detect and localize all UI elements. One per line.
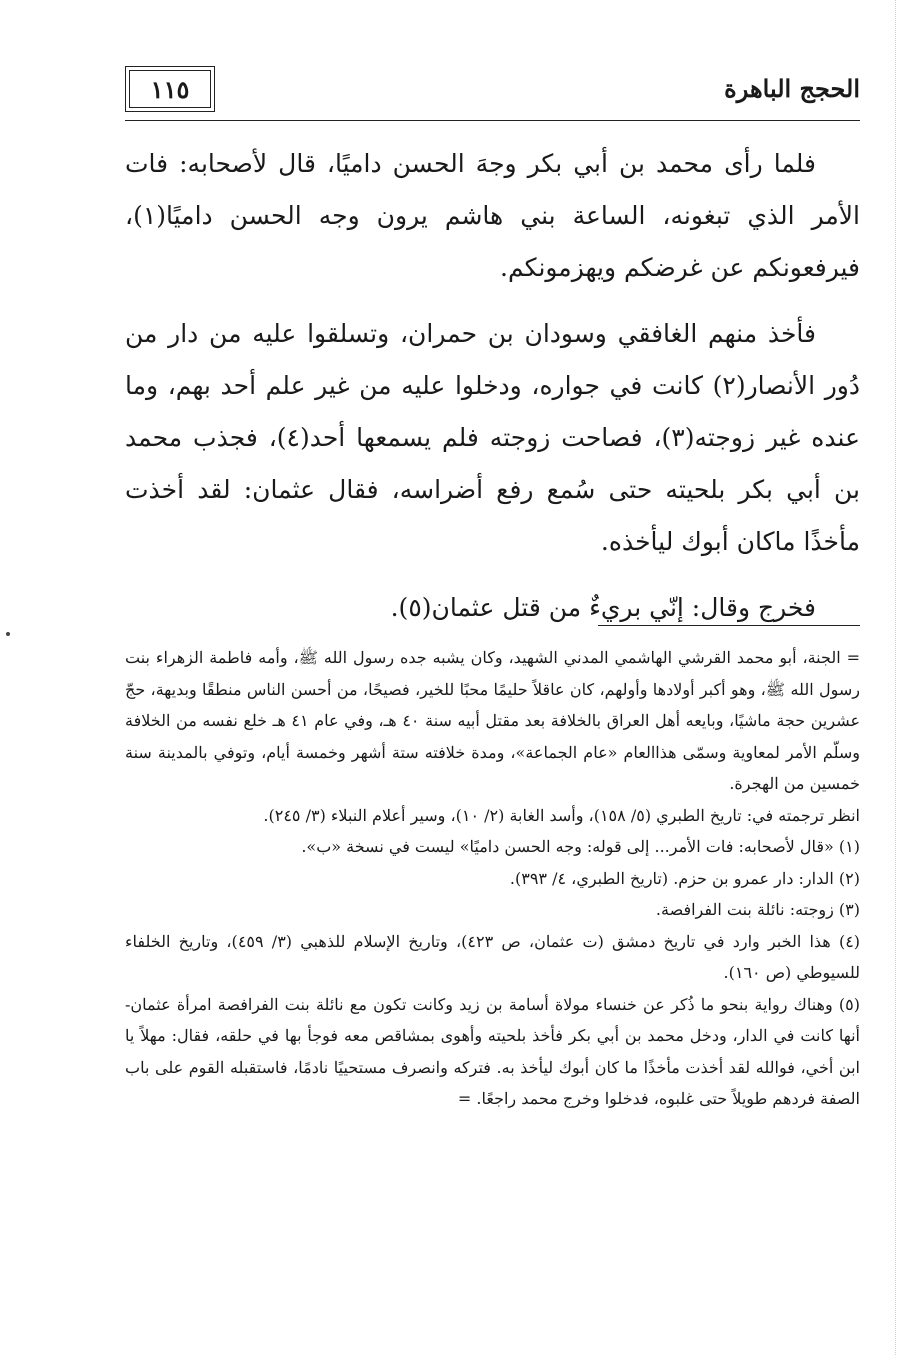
paragraph: فلما رأى محمد بن أبي بكر وجهَ الحسن داميًا، قال لأصحابه: فات الأمر الذي تبغونه، الساعة بني هاشم يرون وجه الحسن داميًا(١)، فيرفعونكم عن غرضكم ويهزمونكم. <box>125 149 860 282</box>
header-rule <box>125 120 860 121</box>
page-header <box>125 66 860 116</box>
footnote-4: (٤) هذا الخبر وارد في تاريخ دمشق (ت عثمان، ص ٤٢٣)، وتاريخ الإسلام للذهبي (٣/ ٤٥٩)، وتاريخ الخلفاء للسيوطي (ص ١٦٠). <box>125 931 861 982</box>
footnotes <box>125 642 860 1115</box>
footnote-3: (٣) زوجته: نائلة بنت الفرافصة. <box>655 900 860 919</box>
footnote-2: (٢) الدار: دار عمرو بن حزم. (تاريخ الطبري، ٤/ ٣٩٣). <box>509 868 860 888</box>
footnote-5: (٥) وهناك رواية بنحو ما ذُكر عن خنساء مولاة أسامة بن زيد وكانت تكون مع نائلة بنت الفرافصة امرأة عثمان- أنها كانت في الدار، ودخل محمد بن أبي بكر فأخذ بلحيته وأهوى بمشاقص معه فوجأ بها في حلقه، فقال: مهلاً يا ابن أخي، فوالله لقد أخذت مأخذًا ما كان أبوك ليأخذ به. فتركه وانصرف مستحييًا نادمًا، فاستقبله القوم على باب الصفة فردهم طويلاً حتى غلبوه، فدخلوا وخرج محمد راجعًا. = <box>125 994 861 1108</box>
scan-edge-line <box>895 0 896 1355</box>
paragraph: فأخذ منهم الغافقي وسودان بن حمران، وتسلقوا عليه من دار من دُور الأنصار(٢) كانت في جواره، ودخلوا عليه من غير علم أحد بهم، وما عنده غير زوجته(٣)، فصاحت زوجته فلم يسمعها أحد(٤)، فجذب محمد بن أبي بكر بلحيته حتى سُمع رفع أضراسه، فقال عثمان: لقد أخذت مأخذًا ماكان أبوك ليأخذه. <box>125 319 860 556</box>
scan-speck <box>6 632 10 636</box>
footnote-continuation: = الجنة، أبو محمد القرشي الهاشمي المدني الشهيد، وكان يشبه جده رسول الله ﷺ، وأمه فاطمة الزهراء بنت رسول الله ﷺ، وهو أكبر أولادها وأولهم، كان عاقلاً حليمًا محبًا للخير، فصيحًا، من أحسن الناس منطقًا وبديهة، حجّ عشرين حجة ماشيًا، وبايعه أهل العراق بالخلافة بعد مقتل أبيه سنة ٤٠ هـ، وفي عام ٤١ هـ خلع نفسه من الخلافة وسلّم الأمر لمعاوية وسمّى هذاالعام «عام الجماعة»، ومدة خلافته ستة أشهر وخمسة أيام، وتوفي بالمدينة سنة خمسين من الهجرة. <box>125 648 861 793</box>
paragraph: فخرج وقال: إنّي بريءٌ من قتل عثمان(٥). <box>390 593 816 622</box>
footnote-separator <box>598 625 860 626</box>
running-title: الحجج الباهرة <box>724 74 860 103</box>
footnote-1: (١) «قال لأصحابه: فات الأمر... إلى قوله: وجه الحسن داميًا» ليست في نسخة «ب». <box>301 837 860 856</box>
main-text <box>125 138 860 634</box>
page-number: ١١٥ <box>125 66 215 112</box>
footnote-references: انظر ترجمته في: تاريخ الطبري (٥/ ١٥٨)، وأسد الغابة (٢/ ١٠)، وسير أعلام النبلاء (٣/ ٢٤٥). <box>263 805 860 825</box>
